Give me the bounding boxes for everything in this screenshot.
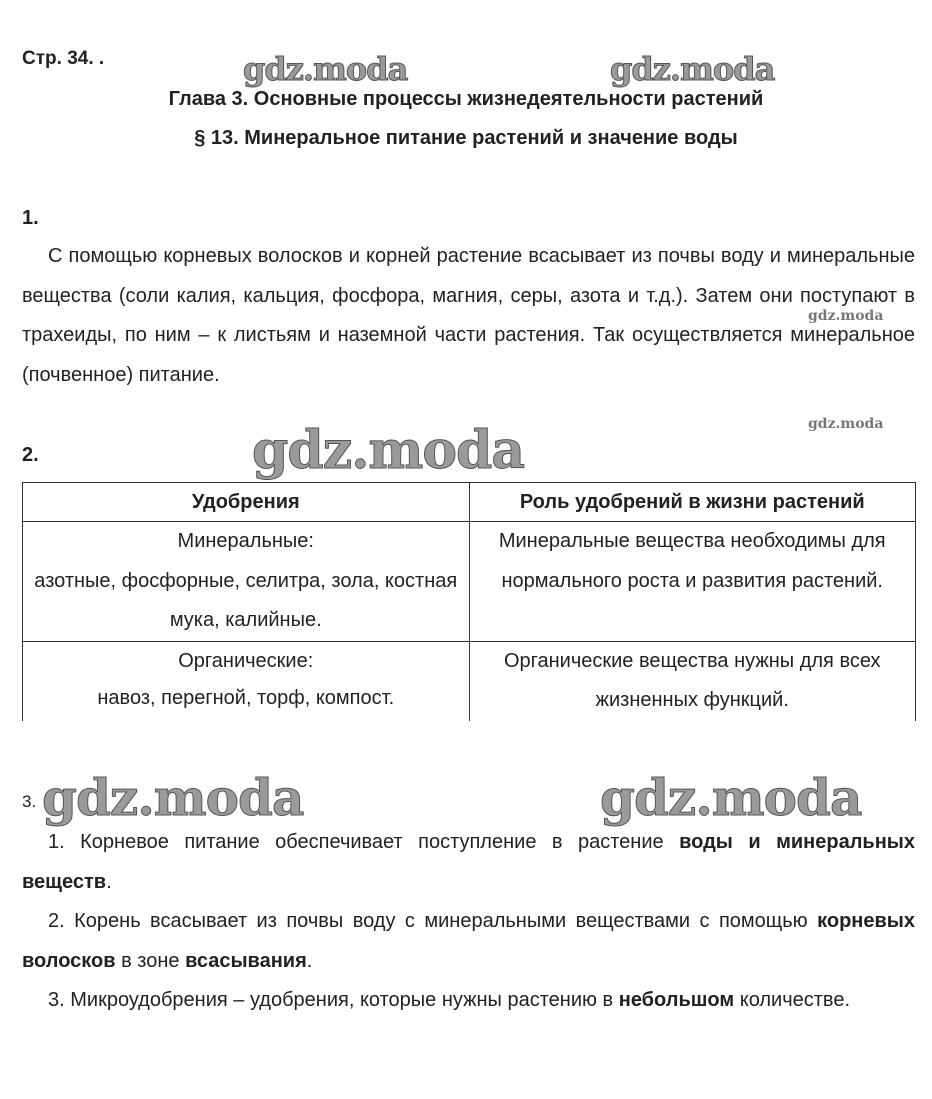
watermark: gdz.moda [600,768,862,827]
table-cell: Органические вещества нужны для всех жизненных функций. [469,641,916,721]
text: . [106,870,112,893]
fertilizer-table [22,482,916,721]
task-1-number: 1. [22,207,39,229]
table-cell [23,522,470,642]
text: 2. Корень всасывает из почвы воду с минеральными веществами с помощью [48,910,818,932]
fertilizer-examples: навоз, перегной, торф, компост. [97,687,395,709]
table-header-row [23,483,916,522]
watermark: gdz.moda [42,768,304,827]
table-cell: Минеральные вещества необходимы для нормального роста и развития растений. [469,522,916,642]
task-3-items [22,823,915,1021]
fertilizer-type: Органические: [178,649,314,672]
watermark: gdz.moda [808,308,884,324]
task-3-item-3 [22,981,915,1021]
bold-text: воды и минеральных веществ [22,831,915,893]
task-3-item-1 [22,823,915,902]
table-row [23,522,916,642]
text: 3. Микроудобрения – удобрения, которые нужны растению в [48,989,619,1011]
table-header: Удобрения [23,483,470,522]
task-3-number: 3. [22,792,37,811]
task-2-number: 2. [22,444,39,466]
fertilizer-examples: азотные, фосфорные, селитра, зола, костная мука, калийные. [34,569,458,631]
watermark: gdz.moda [252,420,525,481]
fertilizer-type: Минеральные: [177,530,314,552]
bold-text: корневых волосков [22,910,915,972]
chapter-title: Глава 3. Основные процессы жизнедеятельности растений [168,88,764,110]
text: 1. Корневое питание обеспечивает поступление в растение [48,831,680,853]
text: в зоне [115,949,186,972]
bold-text: небольшом [618,989,735,1011]
bold-text: всасывания [185,949,307,972]
table-header: Роль удобрений в жизни растений [469,483,916,522]
table-cell [23,641,470,721]
section-title: § 13. Минеральное питание растений и значение воды [194,127,738,149]
table-row [23,641,916,721]
watermark: gdz.moda [243,50,408,88]
task-1-text [22,237,915,396]
watermark: gdz.moda [610,50,775,88]
task-3-item-2 [22,902,915,981]
text: количестве. [734,989,851,1011]
text: . [306,949,313,972]
watermark: gdz.moda [808,416,884,432]
task-1-paragraph: С помощью корневых волосков и корней растение всасывает из почвы воду и минеральные вещества (соли калия, кальция, фосфора, магния, серы, азота и т.д.). Затем они поступают в трахеиды, по ним – к листьям и наземной части растения. Так осуществляется минеральное (почвенное) питание. [22,245,915,387]
page-label: Стр. 34. . [22,48,105,69]
